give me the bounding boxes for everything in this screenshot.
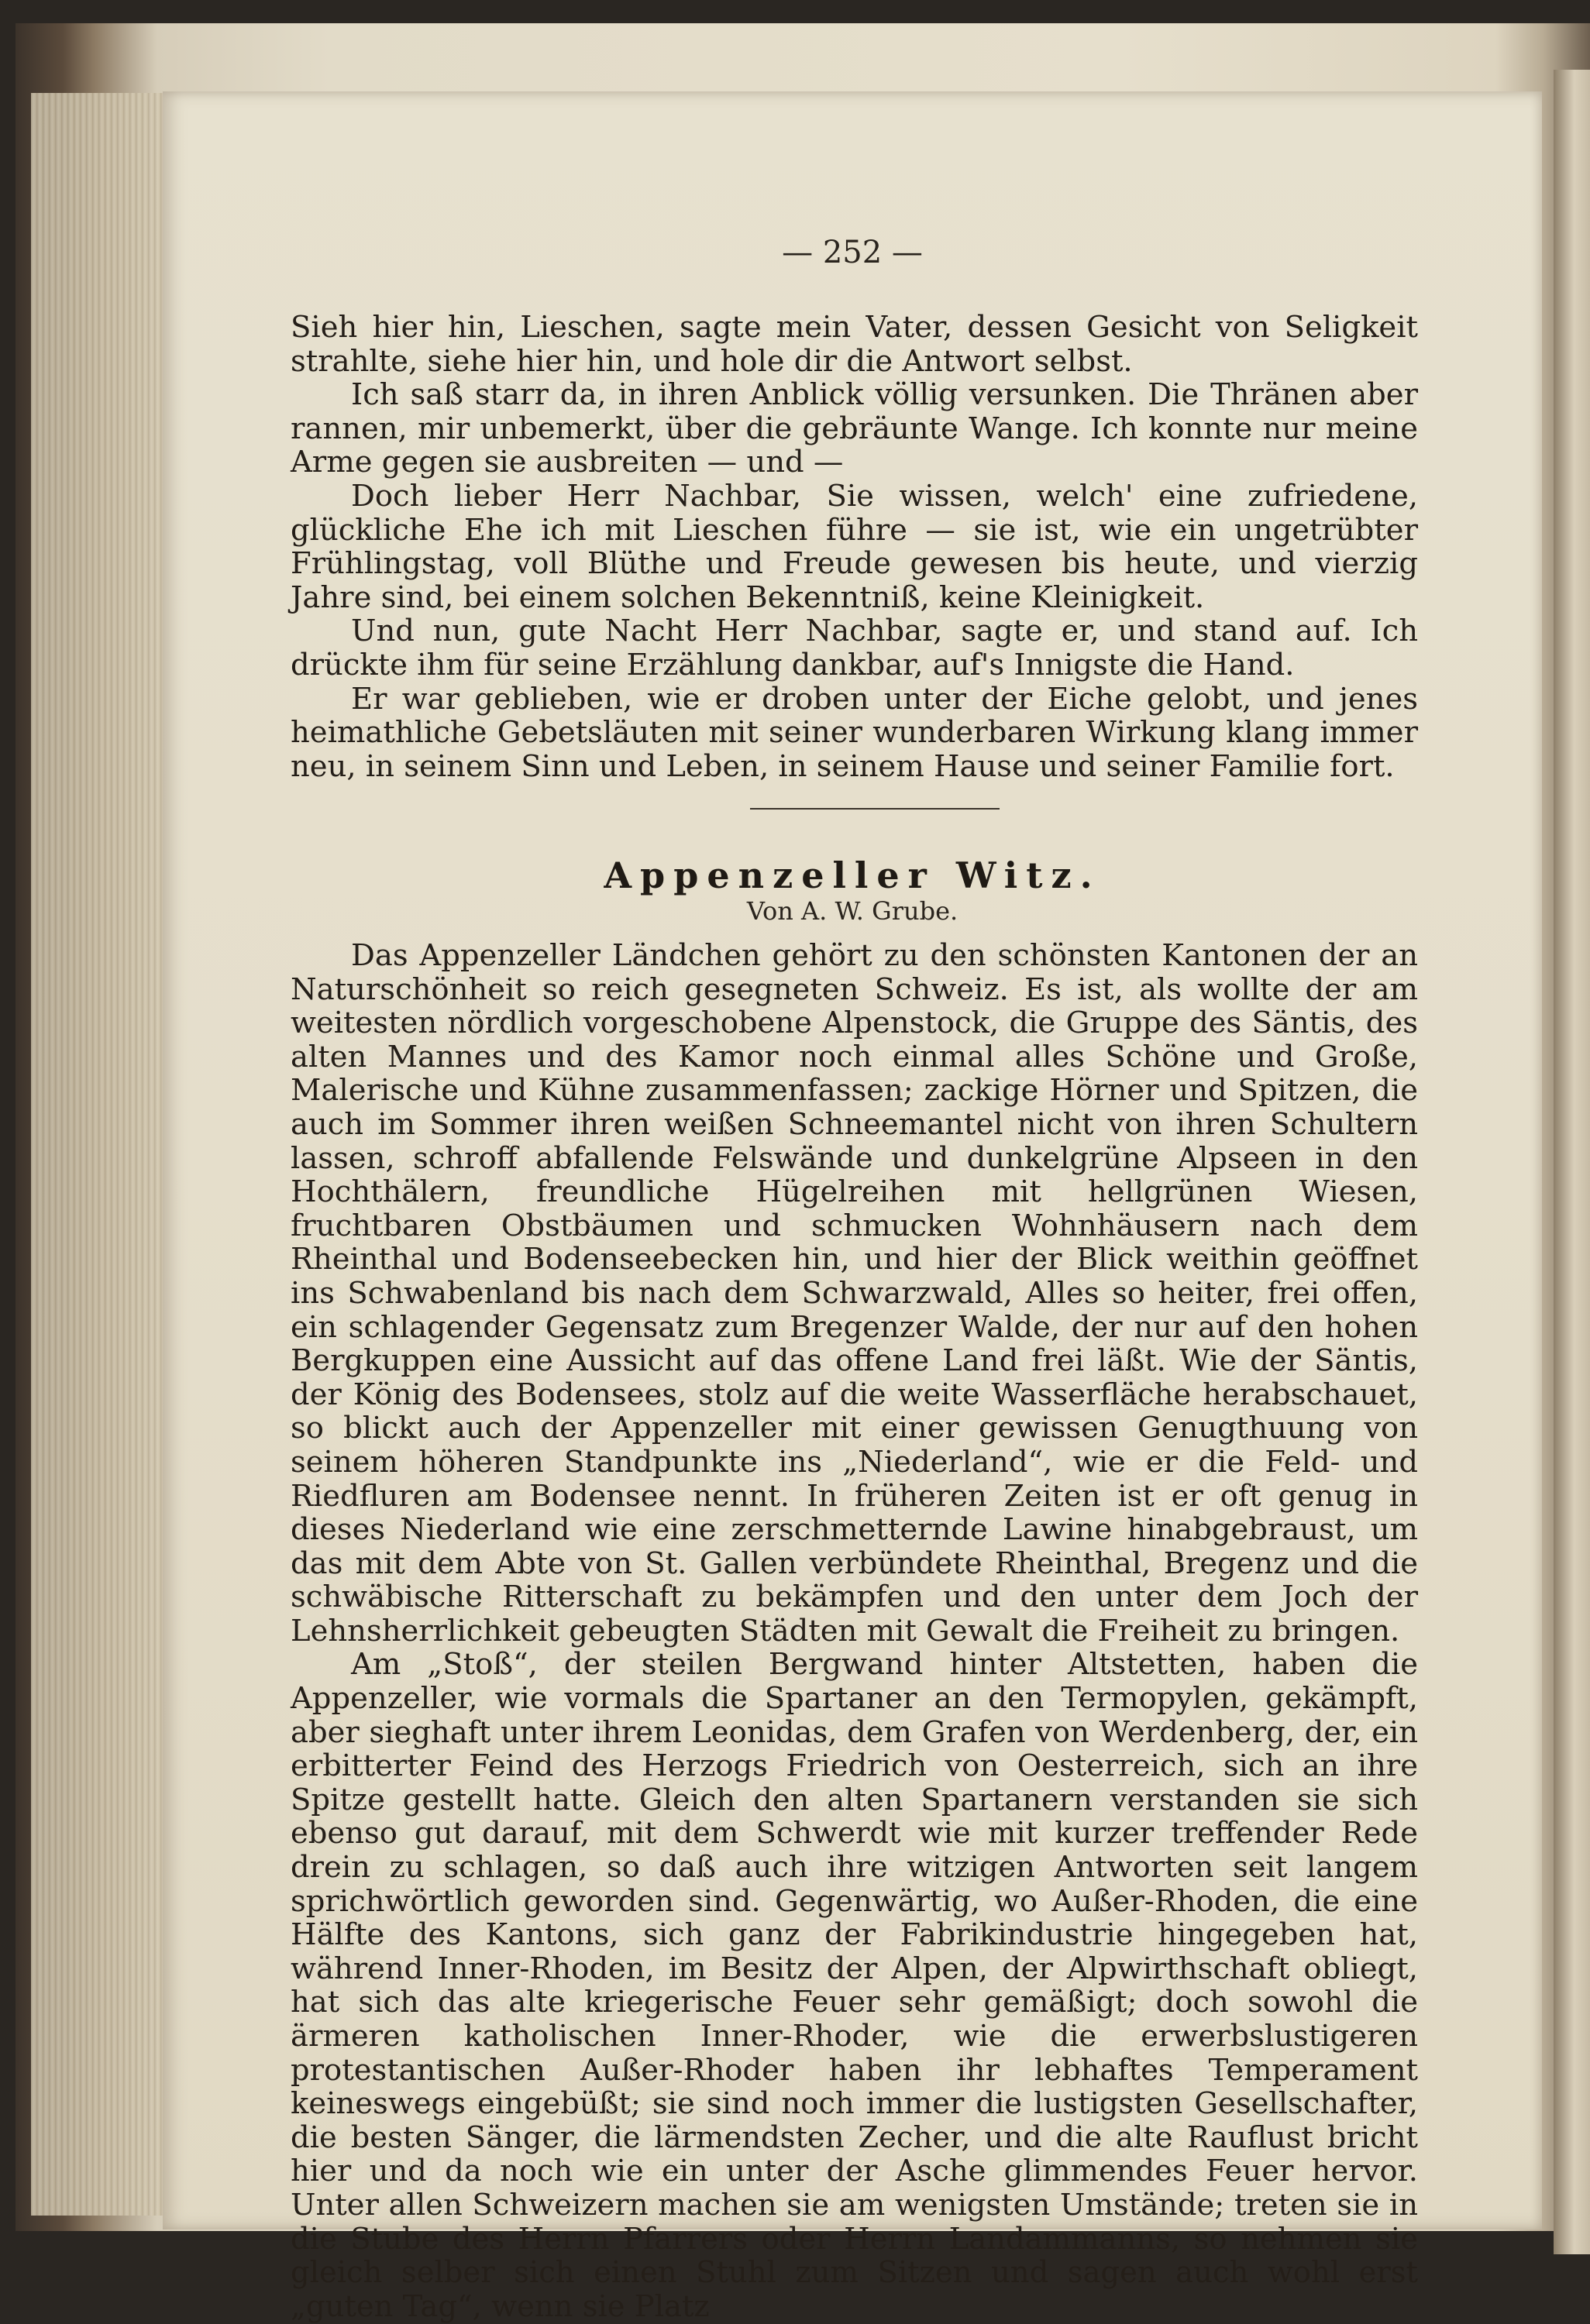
section-divider (750, 808, 1000, 810)
page-number: — 252 — (782, 235, 923, 270)
article-body (291, 939, 1418, 2323)
paragraph: Sieh hier hin, Lieschen, sagte mein Vater, dessen Gesicht von Seligkeit strahlte, siehe hier hin, und hole dir die Antwort selbst. (291, 310, 1418, 379)
page-edges (31, 93, 163, 2216)
paragraph: Das Appenzeller Ländchen gehört zu den schönsten Kantonen der an Naturschönheit so reich gesegneten Schweiz. Es ist, als wollte der am weitesten nördlich vorgeschobene Alpenstock, die Gruppe des Säntis, des alten Mannes und des Kamor noch einmal alles Schöne und Große, Malerische und Kühne zusammenfassen; zackige Hörner und Spitzen, die auch im Sommer ihren weißen Schneemantel nicht von ihren Schultern lassen, schroff abfallende Felswände und dunkelgrüne Alpseen in den Hochthälern, freundliche Hügelreihen mit hellgrünen Wiesen, fruchtbaren Obstbäumen und schmucken Wohnhäusern nach dem Rheinthal und Bodenseebecken hin, und hier der Blick weithin geöffnet ins Schwabenland bis nach dem Schwarzwald, Alles so heiter, frei offen, ein schlagender Gegensatz zum Bregenzer Walde, der nur auf den hohen Bergkuppen eine Aussicht auf das offene Land frei läßt. Wie der Säntis, der König des Bodensees, stolz auf die weite Wasserfläche herabschauet, so blickt auch der Appenzeller mit einer gewissen Genugthuung von seinem höheren Standpunkte ins „Niederland“, wie er die Feld- und Riedfluren am Bodensee nennt. In früheren Zeiten ist er oft genug in dieses Niederland wie eine zerschmetternde Lawine hinabgebraust, um das mit dem Abte von St. Gallen verbündete Rheinthal, Bregenz und die schwäbische Ritterschaft zu bekämpfen und den unter dem Joch der Lehnsherrlichkeit gebeugten Städten mit Gewalt die Freiheit zu bringen. (291, 938, 1418, 1648)
article-title: Appenzeller Witz. (604, 854, 1101, 896)
story-ending (291, 311, 1418, 783)
book-page (163, 91, 1542, 2324)
book-spread (15, 23, 1590, 2324)
article-byline: Von A. W. Grube. (746, 896, 958, 926)
paragraph: Er war geblieben, wie er droben unter der Eiche gelobt, und jenes heimathliche Gebetsläuten mit seiner wunderbaren Wirkung klang immer neu, in seinem Sinn und Leben, in seinem Hause und seiner Familie fort. (291, 681, 1418, 784)
paragraph: Am „Stoß“, der steilen Bergwand hinter Altstetten, haben die Appenzeller, wie vormals die Spartaner an den Termopylen, gekämpft, aber sieghaft unter ihrem Leonidas, dem Grafen von Werdenberg, der, ein erbitterter Feind des Herzogs Friedrich von Oesterreich, sich an ihre Spitze gestellt hatte. Gleich den alten Spartanern verstanden sie sich ebenso gut darauf, mit dem Schwerdt wie mit kurzer treffender Rede drein zu schlagen, so daß auch ihre witzigen Antworten seit langem sprichwörtlich geworden sind. Gegenwärtig, wo Außer-Rhoden, die eine Hälfte des Kantons, sich ganz der Fabrikindustrie hingegeben hat, während Inner-Rhoden, im Besitz der Alpen, der Alpwirthschaft obliegt, hat sich das alte kriegerische Feuer sehr gemäßigt; doch sowohl die ärmeren katholischen Inner-Rhoder, wie die erwerbslustigeren protestantischen Außer-Rhoder haben ihr lebhaftes Temperament keineswegs eingebüßt; sie sind noch immer die lustigsten Gesellschafter, die besten Sänger, die lärmendsten Zecher, und die alte Rauflust bricht hier und da noch wie ein unter der Asche glimmendes Feuer hervor. Unter allen Schweizern machen sie am wenigsten Umstände; treten sie in die Stube des Herrn Pfarrers oder Herrn Landammanns, so nehmen sie gleich selber sich einen Stuhl zum Sitzen und sagen auch wohl erst „guten Tag“, wenn sie Platz (291, 1647, 1418, 2324)
facing-page-edge (1554, 70, 1590, 2254)
paragraph: Und nun, gute Nacht Herr Nachbar, sagte er, und stand auf. Ich drückte ihm für seine Erzählung dankbar, auf's Innigste die Hand. (291, 614, 1418, 682)
paragraph: Doch lieber Herr Nachbar, Sie wissen, welch' eine zufriedene, glückliche Ehe ich mit Lieschen führe — sie ist, wie ein ungetrübter Frühlingstag, voll Blüthe und Freude gewesen bis heute, und vierzig Jahre sind, bei einem solchen Bekenntniß, keine Kleinigkeit. (291, 478, 1418, 615)
paragraph: Ich saß starr da, in ihren Anblick völlig versunken. Die Thränen aber rannen, mir unbemerkt, über die gebräunte Wange. Ich konnte nur meine Arme gegen sie ausbreiten — und — (291, 377, 1418, 480)
